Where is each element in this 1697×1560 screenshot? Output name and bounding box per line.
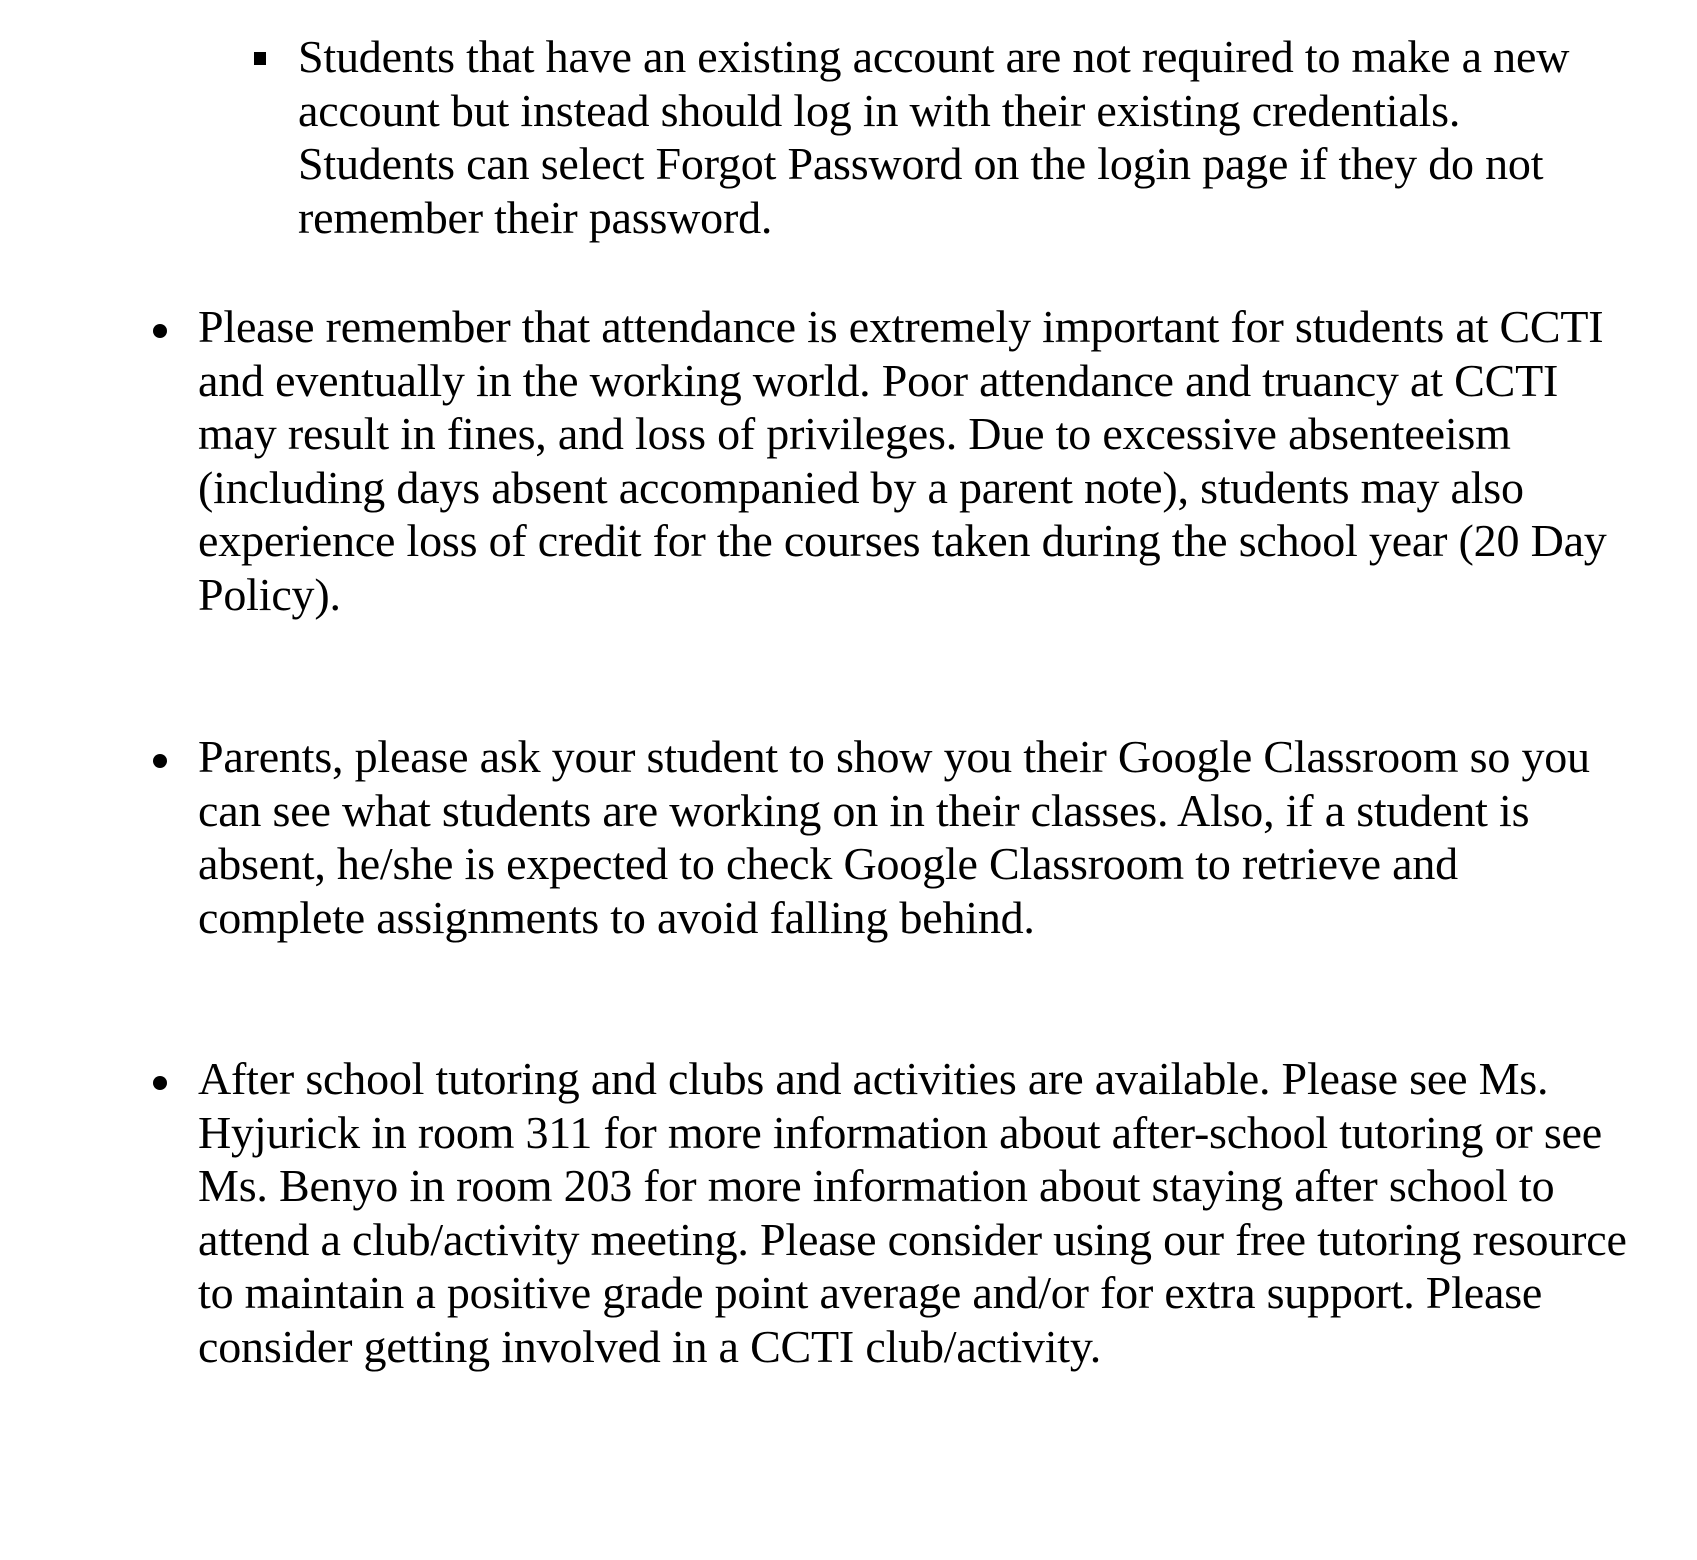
square-bullet-icon [254, 52, 266, 65]
sub-bullet-item-existing-account [298, 30, 1628, 244]
bullet-item-after-school [198, 1052, 1628, 1373]
bullet-text: Parents, please ask your student to show you their Google Classroom so you can see what students are working on in their classes. Also, if a student is absent, he/she is expected to check Google Classroom to retrieve and complete assignments to avoid falling behind. [198, 731, 1590, 943]
bullet-item-attendance [198, 300, 1628, 621]
bullet-text: Students that have an existing account are not required to make a new account but instead should log in with their existing credentials. Students can select Forgot Password on the login page if they do not remember their password. [298, 31, 1570, 243]
round-bullet-icon [153, 754, 167, 768]
bullet-text: Please remember that attendance is extremely important for students at CCTI and eventually in the working world. Poor attendance and truancy at CCTI may result in fines, and loss of privileges. Due to excessive absenteeism (including days absent accompanied by a parent note), students may also experience loss of credit for the courses taken during the school year (20 Day Policy). [198, 301, 1607, 620]
bullet-text: After school tutoring and clubs and activities are available. Please see Ms. Hyjurick in room 311 for more information about after-school tutoring or see Ms. Benyo in room 203 for more information about staying after school to attend a club/activity meeting. Please consider using our free tutoring resource to maintain a positive grade point average and/or for extra support. Please consider getting involved in a CCTI club/activity. [198, 1053, 1627, 1372]
round-bullet-icon [153, 1076, 167, 1090]
round-bullet-icon [153, 324, 167, 338]
bullet-item-google-classroom [198, 730, 1628, 944]
